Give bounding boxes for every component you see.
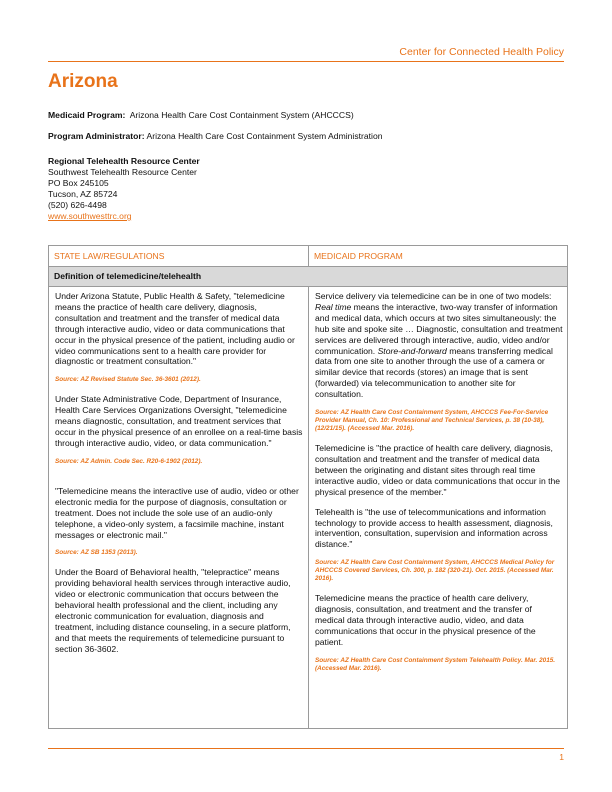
medicaid-italic-term: Real time: [315, 301, 352, 312]
header-org-name: Center for Connected Health Policy: [399, 46, 564, 58]
medicaid-text-run: Service delivery via telemedicine can be in one of two models:: [315, 291, 552, 301]
state-title: Arizona: [48, 71, 118, 92]
state-law-cell: [49, 287, 309, 729]
medicaid-program-label: Medicaid Program:: [48, 110, 126, 120]
program-admin-line: [48, 131, 383, 142]
medicaid-text-run: means the interactive, two-way transfer of information and medical data, which occurs at two sites simultaneously: the hub site and spoke site … Diagnostic, consultation and treatment services are delivered through interactive, audio, video and/or communication.: [315, 301, 563, 356]
medicaid-paragraph: [315, 291, 563, 400]
page-number: 1: [559, 752, 564, 762]
medicaid-paragraph: Telemedicine is "the practice of health care delivery, diagnosis, consultation and treatment and the transfer of medical data between the originating and distant sites through real time interactive audio, video or data communications that occur in the physical presence of the member.": [315, 443, 561, 497]
medicaid-source: Source: AZ Health Care Cost Containment System, AHCCCS Fee-For-Service Provider Manual, Ch. 10: Professional and Technical Services, p. 38 (10-38), (12/21/15). (Accessed Mar. 2016).: [315, 409, 549, 433]
footer-divider: [48, 748, 564, 749]
program-admin-value: Arizona Health Care Cost Containment System Administration: [146, 131, 383, 141]
state-law-paragraph: Under State Administrative Code, Department of Insurance, Health Care Services Organizations Oversight, "telemedicine means diagnostic, consultation, and treatment services that occur in the physical presence of an enrollee on a real-time basis through interactive audio, video, or data communication.": [55, 394, 303, 448]
state-law-paragraph: Under the Board of Behavioral health, "telepractice" means providing behavioral health services through interactive audio, video or electronic communication that occurs between the behavioral health professional and the client, including any electronic communication for evaluation, diagnosis and treatment, including distance counseling, in a secure platform, and that meets the requirements of telemedicine pursuant to section 36-3602.: [55, 567, 291, 654]
resource-center-city: Tucson, AZ 85724: [48, 189, 118, 199]
state-law-paragraph: "Telemedicine means the interactive use of audio, video or other electronic media for the purpose of diagnosis, consultation or treatment. Does not include the sole use of an audio-only telephone, a video-only system, a facsimile machine, instant messages or electronic mail.": [55, 485, 299, 540]
resource-center-name: Southwest Telehealth Resource Center: [48, 167, 197, 177]
column-header-state-law: STATE LAW/REGULATIONS: [49, 246, 309, 267]
column-header-medicaid: MEDICAID PROGRAM: [309, 246, 568, 267]
medicaid-paragraph: Telemedicine means the practice of health care delivery, diagnosis, consultation, and treatment and the transfer of medical data through interactive audio, video, and data communications that occur in the physical presence of the patient.: [315, 593, 536, 647]
medicaid-source: Source: AZ Health Care Cost Containment System, AHCCCS Medical Policy for AHCCCS Covered Services, Ch. 300, p. 182 (320-21). Oct. 2015. (Accessed Mar. 2016).: [315, 559, 555, 583]
resource-center-phone: (520) 626-4498: [48, 200, 107, 210]
medicaid-italic-term: Store-and-forward: [377, 345, 447, 356]
medicaid-program-value: Arizona Health Care Cost Containment System (AHCCCS): [129, 110, 354, 120]
medicaid-cell: [309, 287, 568, 729]
resource-center-website-link[interactable]: www.southwesttrc.org: [48, 211, 132, 221]
medicaid-source: Source: AZ Health Care Cost Containment System Telehealth Policy. Mar. 2015. (Accessed Mar. 2016).: [315, 656, 556, 672]
state-law-source: Source: AZ Revised Statute Sec. 36-3601 (2012).: [55, 376, 201, 384]
header-divider: [48, 61, 564, 62]
medicaid-paragraph: Telehealth is "the use of telecommunications and information technology to provide access to health assessment, diagnosis, intervention, consultation, supervision and information across distance.": [315, 506, 553, 550]
resource-center-block: [48, 156, 200, 222]
state-law-source: Source: AZ SB 1353 (2013).: [55, 549, 138, 557]
program-admin-label: Program Administrator:: [48, 131, 145, 141]
medicaid-program-line: [48, 110, 354, 121]
medicaid-text-run: means transferring medical data from one site to another through the use of a camera or similar device that records (stores) an image that is sent (forwarded) via telecommunication to another site for consultation.: [315, 345, 553, 400]
section-header: Definition of telemedicine/telehealth: [49, 267, 568, 287]
state-law-paragraph: Under Arizona Statute, Public Health & Safety, "telemedicine means the practice of health care delivery, diagnosis, consultation and treatment and the transfer of medical data through interactive audio, video or data communications that occur in the physical presence of the patient, including audio or video communications sent to a health care provider for diagnostic or treatment consultation.": [55, 291, 295, 367]
policy-table: [48, 245, 568, 729]
resource-center-po-box: PO Box 245105: [48, 178, 109, 188]
state-law-source: Source: AZ Admin. Code Sec. R20-6-1902 (2012).: [55, 457, 203, 465]
resource-center-heading: Regional Telehealth Resource Center: [48, 156, 200, 166]
